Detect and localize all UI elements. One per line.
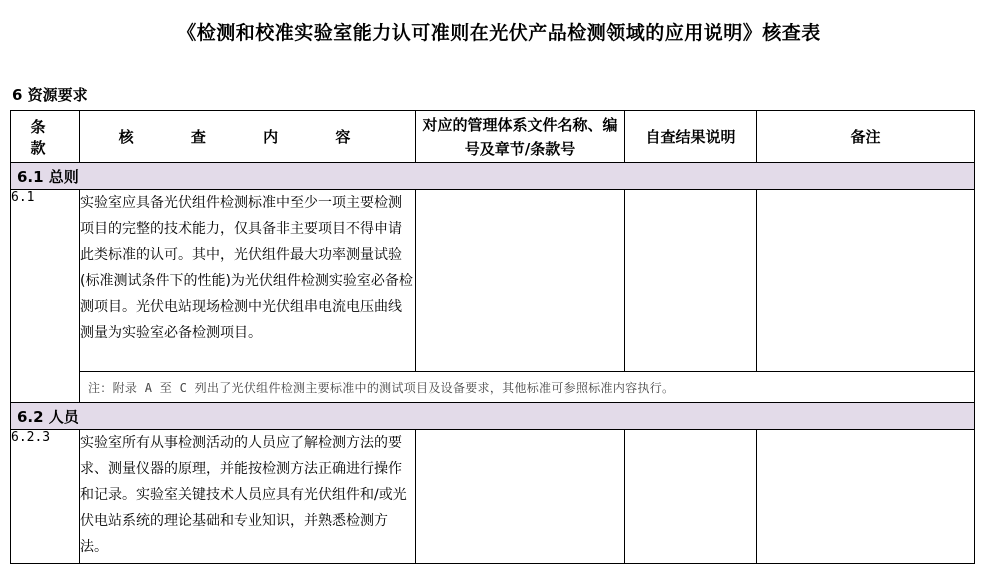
section-heading: 6 资源要求 (12, 86, 88, 104)
document-title: 《检测和校准实验室能力认可准则在光伏产品检测领域的应用说明》核查表 (177, 22, 821, 44)
content-cell: 实验室应具备光伏组件检测标准中至少一项主要检测项目的完整的技术能力，仅具备非主要项目不得申请此类标准的认可。其中，光伏组件最大功率测量试验(标准测试条件下的性能)为光伏组件检测实验室必备检测项目。光伏电站现场检测中光伏组串电流电压曲线测量为实验室必备检测项目。 (80, 190, 416, 372)
header-row (11, 111, 975, 163)
self-check-cell[interactable] (625, 190, 757, 372)
group-title: 6.1 总则 (11, 163, 975, 190)
header-reference: 对应的管理体系文件名称、编号及章节/条款号 (416, 111, 625, 163)
group-row (11, 163, 975, 190)
checklist-table (10, 110, 975, 564)
remarks-cell[interactable] (757, 190, 975, 372)
note-row (11, 372, 975, 403)
group-row (11, 403, 975, 430)
self-check-cell[interactable] (625, 430, 757, 564)
remarks-cell[interactable] (757, 430, 975, 564)
header-remarks: 备注 (757, 111, 975, 163)
clause-cell: 6.1 (11, 190, 80, 403)
table-row (11, 430, 975, 564)
header-self-check: 自查结果说明 (625, 111, 757, 163)
clause-cell: 6.2.3 (11, 430, 80, 564)
reference-cell[interactable] (416, 430, 625, 564)
header-content: 核 查 内 容 (80, 111, 416, 163)
header-clause: 条 款 (11, 111, 80, 163)
content-cell: 实验室所有从事检测活动的人员应了解检测方法的要求、测量仪器的原理，并能按检测方法正确进行操作和记录。实验室关键技术人员应具有光伏组件和/或光伏电站系统的理论基础和专业知识，并熟悉检测方法。 (80, 430, 416, 564)
group-title: 6.2 人员 (11, 403, 975, 430)
note-text: 注：附录 A 至 C 列出了光伏组件检测主要标准中的测试项目及设备要求，其他标准可参照标准内容执行。 (80, 372, 975, 403)
table-row (11, 190, 975, 372)
reference-cell[interactable] (416, 190, 625, 372)
